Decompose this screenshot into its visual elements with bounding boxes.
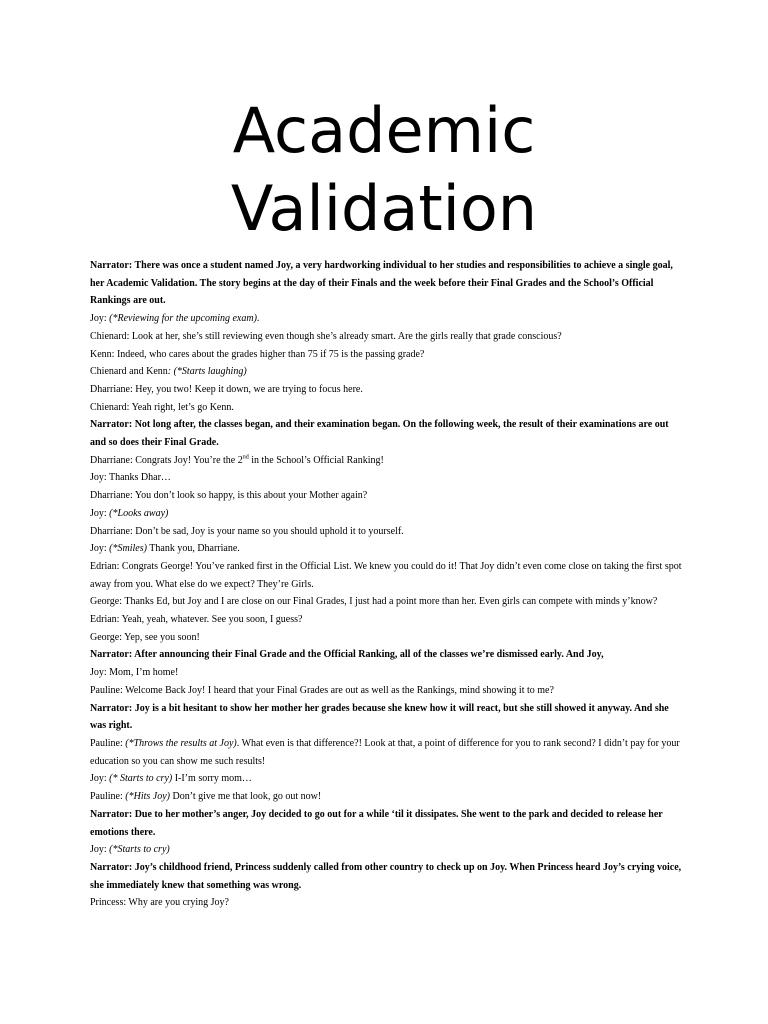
dialogue-line: Kenn: Indeed, who cares about the grades higher than 75 if 75 is the passing grade? <box>90 348 425 360</box>
document-title <box>0 92 768 248</box>
stage-direction: (*Reviewing for the upcoming exam) <box>109 313 257 325</box>
stage-direction: (*Hits Joy) <box>125 791 170 803</box>
dialogue-line: Chienard: Yeah right, let’s go Kenn. <box>90 401 234 413</box>
dialogue-line: Princess: Why are you crying Joy? <box>90 897 229 909</box>
dialogue-line: Pauline: Welcome Back Joy! I heard that your Final Grades are out as well as the Rankings, mind showing it to me? <box>90 684 554 696</box>
narrator-line: Narrator: Joy is a bit hesitant to show her mother her grades because she knew how it will react, but she still showed it anyway. And she was right. <box>90 702 669 732</box>
dialogue-line: Dharriane: Congrats Joy! You’re the 2nd in the School’s Official Ranking! <box>90 454 384 466</box>
dialogue-line: Pauline: (*Hits Joy) Don’t give me that look, go out now! <box>90 791 322 803</box>
title-line-2: Validation <box>230 172 538 245</box>
narrator-line: Narrator: After announcing their Final Grade and the Official Ranking, all of the classes we’re dismissed early. And Joy, <box>90 649 604 661</box>
narrator-line: Narrator: Due to her mother’s anger, Joy decided to go out for a while ‘til it dissipates. She went to the park and decided to release her emotions there. <box>90 808 663 838</box>
dialogue-line: Joy: (*Starts to cry) <box>90 844 170 856</box>
stage-direction: (*Starts to cry) <box>109 844 170 856</box>
stage-direction: (*Throws the results at Joy) <box>125 737 237 749</box>
dialogue-line: Chienard and Kenn: (*Starts laughing) <box>90 366 247 378</box>
dialogue-line: Dharriane: Don’t be sad, Joy is your name so you should uphold it to yourself. <box>90 525 404 537</box>
dialogue-line: George: Yep, see you soon! <box>90 631 200 643</box>
dialogue-line: Joy: (*Smiles) Thank you, Dharriane. <box>90 543 240 555</box>
stage-direction: (* Starts to cry) <box>109 773 173 785</box>
dialogue-line: Edrian: Congrats George! You’ve ranked first in the Official List. We knew you could do it! That Joy didn’t even come close on taking the first spot away from you. What else do we expect? They’re Girls. <box>90 560 682 590</box>
dialogue-line: Dharriane: You don’t look so happy, is this about your Mother again? <box>90 490 368 502</box>
dialogue-line: Dharriane: Hey, you two! Keep it down, we are trying to focus here. <box>90 383 363 395</box>
narrator-line: Narrator: Not long after, the classes began, and their examination began. On the following week, the result of their examinations are out and so does their Final Grade. <box>90 419 669 449</box>
dialogue-line: Joy: (*Reviewing for the upcoming exam). <box>90 313 260 325</box>
script-body <box>90 257 686 912</box>
dialogue-line: Joy: Mom, I’m home! <box>90 667 179 679</box>
stage-direction: (*Smiles) <box>109 543 147 555</box>
stage-direction: : (*Starts laughing) <box>167 366 247 378</box>
ordinal-superscript: nd <box>242 454 249 461</box>
dialogue-line: Joy: (* Starts to cry) I-I’m sorry mom… <box>90 773 252 785</box>
narrator-line: Narrator: There was once a student named Joy, a very hardworking individual to her studies and responsibilities to achieve a single goal, her Academic Validation. The story begins at the day of their Finals and the week before their Final Grades and the School’s Official Rankings are out. <box>90 260 673 307</box>
dialogue-line: George: Thanks Ed, but Joy and I are close on our Final Grades, I just had a point more than her. Even girls can compete with minds y’know? <box>90 596 658 608</box>
dialogue-line: Chienard: Look at her, she’s still reviewing even though she’s already smart. Are the girls really that grade conscious? <box>90 330 562 342</box>
stage-direction: (*Looks away) <box>109 507 169 519</box>
narrator-line: Narrator: Joy’s childhood friend, Princess suddenly called from other country to check up on Joy. When Princess heard Joy’s crying voice, she immediately knew that something was wrong. <box>90 861 682 891</box>
title-line-1: Academic <box>232 94 536 167</box>
dialogue-line: Edrian: Yeah, yeah, whatever. See you soon, I guess? <box>90 614 303 626</box>
dialogue-line: Joy: (*Looks away) <box>90 507 169 519</box>
dialogue-line: Joy: Thanks Dhar… <box>90 472 171 484</box>
dialogue-line: Pauline: (*Throws the results at Joy). What even is that difference?! Look at that, a point of difference for you to rank second? I didn’t pay for your education so you can show me such results! <box>90 737 680 767</box>
